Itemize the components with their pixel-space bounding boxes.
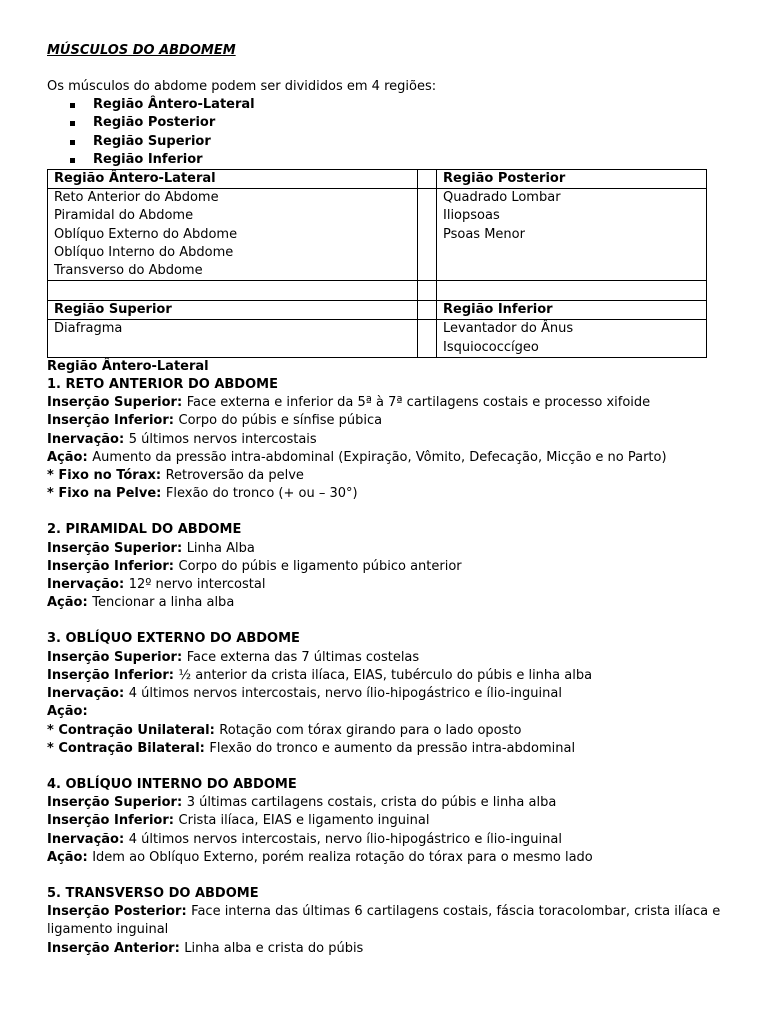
table-cell-posterior [437, 189, 707, 281]
blank-line [47, 867, 737, 885]
detail-line: Inervação: 4 últimos nervos intercostais, nervo ílio-hipogástrico e ílio-inguinal [47, 831, 562, 847]
table-item: Quadrado Lombar [443, 190, 561, 206]
detail-text: Aumento da pressão intra-abdominal (Expiração, Vômito, Defecação, Micção e no Parto) [92, 449, 667, 465]
detail-text: 4 últimos nervos intercostais, nervo ílio-hipogástrico e ílio-inguinal [128, 831, 562, 847]
detail-text: Linha Alba [186, 540, 255, 556]
detail-line: Inervação: 4 últimos nervos intercostais, nervo ílio-hipogástrico e ílio-inguinal [47, 686, 562, 702]
detail-label: Inserção Superior [47, 649, 177, 665]
detail-line: * Contração Unilateral: Rotação com tórax girando para o lado oposto [47, 722, 522, 738]
section-heading: 3. OBLÍQUO EXTERNO DO ABDOME [47, 631, 300, 647]
detail-line: * Contração Bilateral: Flexão do tronco e aumento da pressão intra-abdominal [47, 740, 576, 756]
detail-text: Face externa e inferior da 5ª à 7ª cartilagens costais e processo xifoide [186, 395, 651, 411]
table-item: Oblíquo Externo do Abdome [54, 226, 238, 242]
detail-label: * Contração Unilateral [47, 722, 210, 738]
detail-line: Inserção Inferior: Corpo do púbis e ligamento púbico anterior [47, 558, 462, 574]
regions-list-item: Região Inferior [70, 151, 737, 169]
detail-line: Inserção Anterior: Linha alba e crista do púbis [47, 940, 364, 956]
detail-label: * Fixo no Tórax [47, 468, 156, 484]
blank-line [47, 60, 737, 78]
table-empty-cell [418, 281, 437, 301]
detail-line: Inserção Superior: Face externa e inferior da 5ª à 7ª cartilagens costais e processo xifoide [47, 395, 651, 411]
regions-list [47, 96, 737, 169]
detail-text: Face externa das 7 últimas costelas [186, 649, 420, 665]
detail-line: Inserção Inferior: ½ anterior da crista ilíaca, EIAS, tubérculo do púbis e linha alba [47, 667, 593, 683]
table-cell-antero-lateral [48, 189, 418, 281]
table-header-posterior: Região Posterior [437, 170, 707, 189]
detail-line: Ação: [47, 704, 88, 720]
detail-line: Inserção Superior: Linha Alba [47, 540, 255, 556]
regions-list-item: Região Ântero-Lateral [70, 96, 737, 114]
detail-line: Inserção Superior: Face externa das 7 últimas costelas [47, 649, 420, 665]
muscle-section [47, 521, 737, 612]
detail-label: Inserção Inferior [47, 813, 169, 829]
detail-label: * Fixo na Pelve [47, 486, 157, 502]
detail-text: Flexão do tronco e aumento da pressão intra-abdominal [209, 740, 576, 756]
table-cell-inferior [437, 320, 707, 357]
detail-text: Rotação com tórax girando para o lado oposto [219, 722, 522, 738]
detail-line: Inserção Inferior: Crista ilíaca, EIAS e ligamento inguinal [47, 813, 430, 829]
muscle-section [47, 776, 737, 867]
table-header-superior: Região Superior [48, 301, 418, 320]
detail-label: Ação [47, 449, 83, 465]
detail-text: Face interna das últimas 6 cartilagens costais, fáscia toracolombar, crista ilíaca e ligamento inguinal [47, 904, 721, 938]
detail-text: Linha alba e crista do púbis [184, 940, 364, 956]
document-title: MÚSCULOS DO ABDOMEM [47, 43, 236, 58]
detail-text: Crista ilíaca, EIAS e ligamento inguinal [178, 813, 430, 829]
detail-text: 3 últimas cartilagens costais, crista do púbis e linha alba [186, 795, 557, 811]
detail-label: Inervação [47, 831, 119, 847]
table-item: Oblíquo Interno do Abdome [54, 244, 234, 260]
table-empty-cell [418, 320, 437, 357]
detail-label: Inserção Superior [47, 540, 177, 556]
muscle-section [47, 630, 737, 757]
section-heading: 1. RETO ANTERIOR DO ABDOME [47, 377, 278, 393]
muscle-section [47, 885, 737, 958]
detail-line: Inervação: 12º nervo intercostal [47, 577, 266, 593]
regions-list-item: Região Posterior [70, 114, 737, 132]
table-item: Diafragma [54, 321, 123, 337]
detail-label: Inserção Inferior [47, 558, 169, 574]
table-item: Psoas Menor [443, 226, 525, 242]
detail-text: Retroversão da pelve [165, 468, 304, 484]
detail-label: Inervação [47, 431, 119, 447]
document-page [47, 42, 737, 958]
detail-line: Inserção Posterior: Face interna das últimas 6 cartilagens costais, fáscia toracolombar, crista ilíaca e ligamento inguinal [47, 904, 721, 938]
regions-list-item: Região Superior [70, 133, 737, 151]
detail-label: Inserção Anterior [47, 940, 175, 956]
table-empty-cell [418, 189, 437, 281]
detail-text: 5 últimos nervos intercostais [128, 431, 317, 447]
detail-text: 12º nervo intercostal [128, 577, 266, 593]
detail-label: Ação [47, 595, 83, 611]
table-item: Isquiococcígeo [443, 339, 539, 355]
detail-text: ½ anterior da crista ilíaca, EIAS, tubérculo do púbis e linha alba [178, 667, 593, 683]
detail-text: 4 últimos nervos intercostais, nervo ílio-hipogástrico e ílio-inguinal [128, 686, 562, 702]
muscle-section [47, 376, 737, 503]
detail-label: * Contração Bilateral [47, 740, 200, 756]
detail-text: Idem ao Oblíquo Externo, porém realiza rotação do tórax para o mesmo lado [92, 849, 593, 865]
detail-line: Ação: Tencionar a linha alba [47, 595, 235, 611]
intro-text: Os músculos do abdome podem ser divididos em 4 regiões: [47, 79, 437, 94]
detail-line: Inserção Inferior: Corpo do púbis e sínfise púbica [47, 413, 383, 429]
detail-line: Ação: Idem ao Oblíquo Externo, porém realiza rotação do tórax para o mesmo lado [47, 849, 593, 865]
detail-text: Corpo do púbis e ligamento púbico anterior [178, 558, 462, 574]
table-header-antero-lateral: Região Ântero-Lateral [48, 170, 418, 189]
blank-line [47, 503, 737, 521]
table-item: Iliopsoas [443, 208, 500, 224]
regions-table [47, 169, 707, 358]
table-empty-cell [418, 170, 437, 189]
table-empty-cell [418, 301, 437, 320]
detail-label: Inervação [47, 577, 119, 593]
table-item: Reto Anterior do Abdome [54, 190, 219, 206]
detail-label: Inserção Inferior [47, 413, 169, 429]
detail-label: Inserção Posterior [47, 904, 182, 920]
detail-label: Inserção Superior [47, 795, 177, 811]
detail-line: * Fixo na Pelve: Flexão do tronco (+ ou – 30°) [47, 486, 358, 502]
detail-label: Ação [47, 704, 83, 720]
detail-label: Inervação [47, 686, 119, 702]
detail-text: Tencionar a linha alba [92, 595, 235, 611]
detail-text: Flexão do tronco (+ ou – 30°) [165, 486, 358, 502]
table-item: Transverso do Abdome [54, 263, 203, 279]
region-heading: Região Ântero-Lateral [47, 358, 209, 374]
detail-line: * Fixo no Tórax: Retroversão da pelve [47, 468, 304, 484]
detail-line: Ação: Aumento da pressão intra-abdominal (Expiração, Vômito, Defecação, Micção e no Parto) [47, 449, 667, 465]
detail-line: Inserção Superior: 3 últimas cartilagens costais, crista do púbis e linha alba [47, 795, 557, 811]
detail-label: Inserção Inferior [47, 667, 169, 683]
detail-line: Inervação: 5 últimos nervos intercostais [47, 431, 317, 447]
blank-line [47, 612, 737, 630]
table-empty-cell [437, 281, 707, 301]
table-empty-cell [48, 281, 418, 301]
detail-label: Inserção Superior [47, 395, 177, 411]
table-header-inferior: Região Inferior [437, 301, 707, 320]
blank-line [47, 758, 737, 776]
section-heading: 2. PIRAMIDAL DO ABDOME [47, 522, 242, 538]
table-cell-superior [48, 320, 418, 357]
detail-text: Corpo do púbis e sínfise púbica [178, 413, 383, 429]
section-heading: 5. TRANSVERSO DO ABDOME [47, 885, 259, 901]
table-item: Piramidal do Abdome [54, 208, 194, 224]
section-heading: 4. OBLÍQUO INTERNO DO ABDOME [47, 776, 297, 792]
table-item: Levantador do Ânus [443, 321, 574, 337]
detail-label: Ação [47, 849, 83, 865]
